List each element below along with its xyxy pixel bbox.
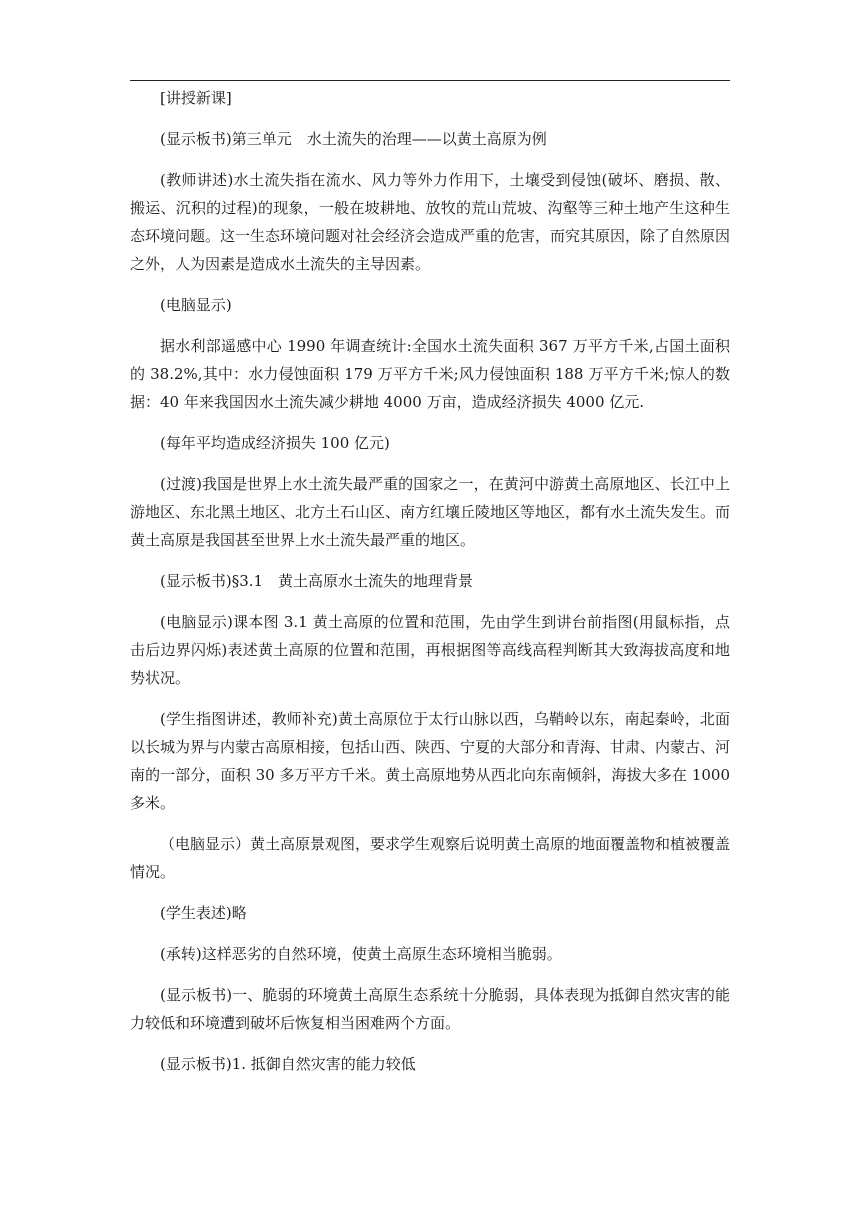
section-3-1-heading: (显示板书)§3.1 黄土高原水土流失的地理背景 xyxy=(160,572,474,590)
teacher-explanation: (教师讲述)水土流失指在流水、风力等外力作用下，土壤受到侵蚀(破坏、磨损、散、搬运、沉积的过程)的现象，一般在坡耕地、放牧的荒山荒坡、沟壑等三种土地产生这种生态环境问题。这一生态环境问题对社会经济会造成严重的危害，而究其原因，除了自然原因之外，人为因素是造成水土流失的主导因素。 xyxy=(130,171,731,273)
student-pointing-paragraph: (学生指图讲述，教师补充)黄土高原位于太行山脉以西，乌鞘岭以东，南起秦岭，北面以长城为界与内蒙古高原相接，包括山西、陕西、宁夏的大部分和青海、甘肃、内蒙古、河南的一部分，面积 30 多万平方千米。黄土高原地势从西北向东南倾斜，海拔大多在 1000 多米。 xyxy=(130,710,731,812)
transition-statement: (承转)这样恶劣的自然环境，使黄土高原生态环境相当脆弱。 xyxy=(160,945,562,963)
document-body xyxy=(130,84,730,1078)
landscape-display-paragraph: （电脑显示）黄土高原景观图，要求学生观察后说明黄土高原的地面覆盖物和植被覆盖情况。 xyxy=(130,835,731,881)
header-rule xyxy=(130,80,730,81)
transition-paragraph: (过渡)我国是世界上水土流失最严重的国家之一，在黄河中游黄土高原地区、长江中上游地区、东北黑土地区、北方土石山区、南方红壤丘陵地区等地区，都有水土流失发生。而黄土高原是我国甚至世界上水土流失最严重的地区。 xyxy=(130,475,731,549)
map-display-paragraph: (电脑显示)课本图 3.1 黄土高原的位置和范围，先由学生到讲台前指图(用鼠标指，点击后边界闪烁)表述黄土高原的位置和范围，再根据图等高线高程判断其大致海拔高度和地势状况。 xyxy=(130,613,730,687)
annual-loss-note: (每年平均造成经济损失 100 亿元) xyxy=(160,434,390,452)
subheading-1: (显示板书)1. 抵御自然灾害的能力较低 xyxy=(160,1055,416,1073)
statistics-paragraph: 据水利部遥感中心 1990 年调查统计:全国水土流失面积 367 万平方千米,占国土面积的 38.2%,其中：水力侵蚀面积 179 万平方千米;风力侵蚀面积 188 万平方千米;惊人的数据：40 年来我国因水土流失减少耕地 4000 万亩，造成经济损失 4000 亿元. xyxy=(130,337,730,411)
section-heading: [讲授新课] xyxy=(160,89,232,107)
board-title: (显示板书)第三单元 水土流失的治理——以黄土高原为例 xyxy=(160,130,547,148)
computer-display-label: (电脑显示) xyxy=(160,296,232,314)
fragile-environment-heading: (显示板书)一、脆弱的环境黄土高原生态系统十分脆弱，具体表现为抵御自然灾害的能力较低和环境遭到破坏后恢复相当困难两个方面。 xyxy=(130,986,730,1032)
student-statement: (学生表述)略 xyxy=(160,904,247,922)
